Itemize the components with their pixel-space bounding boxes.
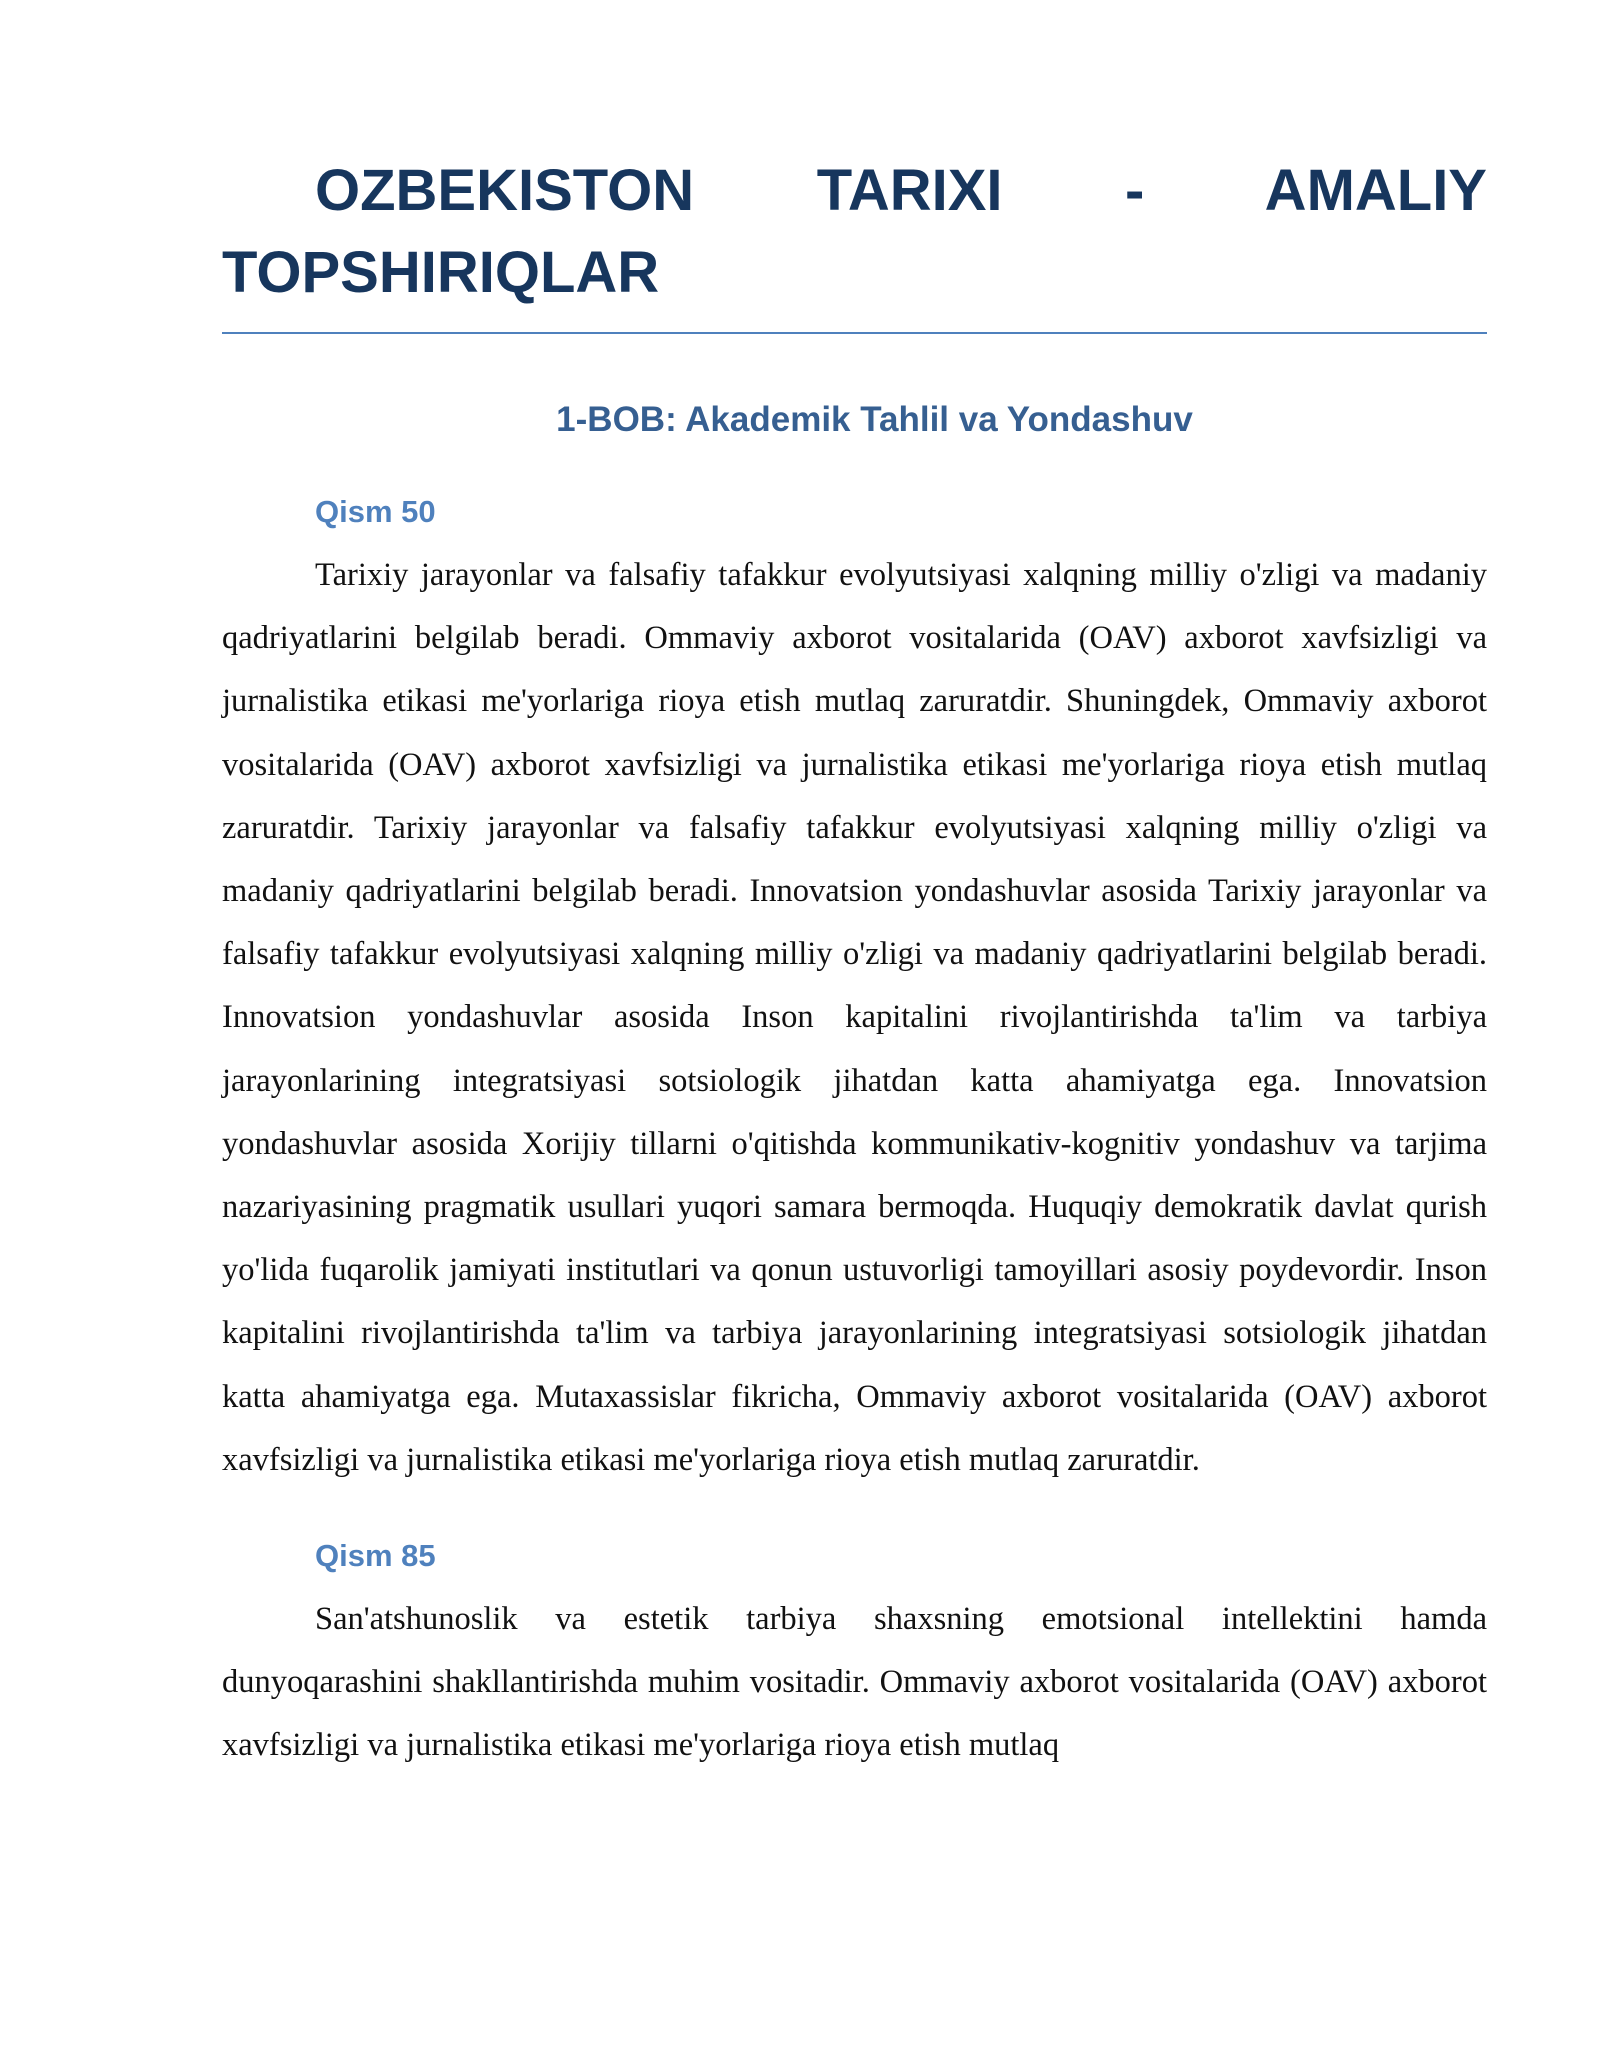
section-body-qism-50: Tarixiy jarayonlar va falsafiy tafakkur evolyutsiyasi xalqning milliy o'zligi va madaniy qadriyatlarini belgilab beradi. Ommaviy axborot vositalarida (OAV) axborot xavfsizligi va jurnalistika etikasi me'yorlariga rioya etish mutlaq zaruratdir. Shuningdek, Ommaviy axborot vositalarida (OAV) axborot xavfsizligi va jurnalistika etikasi me'yorlariga rioya etish mutlaq zaruratdir. Tarixiy jarayonlar va falsafiy tafakkur evolyutsiyasi xalqning milliy o'zligi va madaniy qadriyatlarini belgilab beradi. Innovatsion yondashuvlar asosida Tarixiy jarayonlar va falsafiy tafakkur evolyutsiyasi xalqning milliy o'zligi va madaniy qadriyatlarini belgilab beradi. Innovatsion yondashuvlar asosida Inson kapitalini rivojlantirishda ta'lim va tarbiya jarayonlarining integratsiyasi sotsiologik jihatdan katta ahamiyatga ega. Innovatsion yondashuvlar asosida Xorijiy tillarni o'qitishda kommunikativ-kognitiv yondashuv va tarjima nazariyasining pragmatik usullari yuqori samara bermoqda. Huquqiy demokratik davlat qurish yo'lida fuqarolik jamiyati institutlari va qonun ustuvorligi tamoyillari asosiy poydevordir. Inson kapitalini rivojlantirishda ta'lim va tarbiya jarayonlarining integratsiyasi sotsiologik jihatdan katta ahamiyatga ega. Mutaxassislar fikricha, Ommaviy axborot vositalarida (OAV) axborot xavfsizligi va jurnalistika etikasi me'yorlariga rioya etish mutlaq zaruratdir. <box>222 557 1487 1478</box>
section-heading-qism-85: Qism 85 <box>315 1538 436 1574</box>
chapter-heading: 1-BOB: Akademik Tahlil va Yondashuv <box>556 400 1193 439</box>
section-body-qism-85: San'atshunoslik va estetik tarbiya shaxsning emotsional intellektini hamda dunyoqarashini shakllantirishda muhim vositadir. Ommaviy axborot vositalarida (OAV) axborot xavfsizligi va jurnalistika etikasi me'yorlariga rioya etish mutlaq <box>222 1601 1487 1764</box>
document-page <box>222 150 1487 1778</box>
section-heading-qism-50: Qism 50 <box>315 494 436 529</box>
document-title: OZBEKISTON TARIXI - AMALIY TOPSHIRIQLAR <box>222 150 1487 334</box>
